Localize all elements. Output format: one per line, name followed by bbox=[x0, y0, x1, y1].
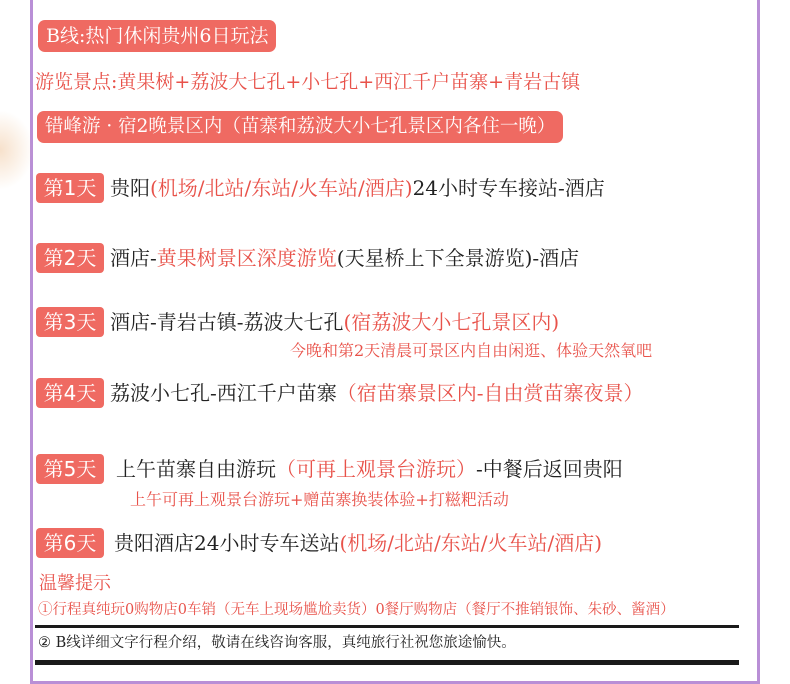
day-5-badge: 第5天 bbox=[36, 454, 104, 484]
frame-border-right bbox=[757, 0, 760, 684]
sights-label: 游览景点: bbox=[35, 71, 118, 93]
day-4-text bbox=[110, 379, 644, 407]
day-1-badge: 第1天 bbox=[36, 173, 104, 203]
day-6-badge: 第6天 bbox=[36, 528, 104, 558]
day-5-text bbox=[116, 455, 623, 483]
day-4-seg-2: （宿苗寨景区内-自由赏苗寨夜景） bbox=[336, 381, 644, 405]
day-2-seg-2: 黄果树景区深度游览 bbox=[156, 246, 337, 270]
route-title-pill: B线:热门休闲贵州6日玩法 bbox=[38, 20, 276, 52]
day-1-text bbox=[110, 174, 605, 202]
day-5-note: 上午可再上观景台游玩+赠苗寨换装体验+打糍粑活动 bbox=[130, 490, 509, 509]
day-2-text bbox=[110, 244, 579, 272]
day-6-seg-2: (机场/北站/东站/火车站/酒店) bbox=[339, 531, 603, 555]
day-1-seg-2: (机场/北站/东站/火车站/酒店) bbox=[150, 176, 413, 200]
day-2-badge: 第2天 bbox=[36, 243, 104, 273]
day-4-seg-1: 荔波小七孔-西江千户苗寨 bbox=[110, 381, 337, 405]
day-1-seg-1: 贵阳 bbox=[110, 176, 150, 200]
decorative-glow bbox=[0, 110, 34, 190]
day-5-seg-2: （可再上观景台游玩） bbox=[276, 457, 476, 481]
day-2-seg-1: 酒店- bbox=[110, 246, 157, 270]
day-3-badge: 第3天 bbox=[36, 307, 104, 337]
day-6-seg-1: 贵阳酒店24小时专车送站 bbox=[114, 531, 340, 555]
divider-line-2 bbox=[35, 660, 739, 665]
tips-title: 温馨提示 bbox=[39, 573, 111, 594]
day-6-text bbox=[114, 529, 602, 557]
day-3-seg-2: (宿荔波大小七孔景区内) bbox=[343, 310, 560, 334]
day-4-badge: 第4天 bbox=[36, 378, 104, 408]
sights-list: 黄果树+荔波大七孔+小七孔+西江千户苗寨+青岩古镇 bbox=[117, 71, 581, 93]
day-3-note: 今晚和第2天清晨可景区内自由闲逛、体验天然氧吧 bbox=[290, 341, 653, 360]
sights-line bbox=[35, 68, 580, 96]
tips-item-2: ② B线详细文字行程介绍，敬请在线咨询客服，真纯旅行社祝您旅途愉快。 bbox=[38, 635, 516, 651]
day-1-seg-3: 24小时专车接站-酒店 bbox=[412, 176, 605, 200]
day-5-seg-1: 上午苗寨自由游玩 bbox=[116, 457, 276, 481]
day-5-seg-3: -中餐后返回贵阳 bbox=[476, 457, 623, 481]
divider-line-1 bbox=[35, 625, 739, 628]
stay-banner: 错峰游 · 宿2晚景区内（苗寨和荔波大小七孔景区内各住一晚） bbox=[37, 111, 563, 143]
tips-item-1: ①行程真纯玩0购物店0车销（无车上现场尴尬卖货）0餐厅购物店（餐厅不推销银饰、朱砂、酱酒） bbox=[38, 602, 675, 618]
day-3-seg-1: 酒店-青岩古镇-荔波大七孔 bbox=[110, 310, 344, 334]
day-2-seg-3: (天星桥上下全景游览)-酒店 bbox=[336, 246, 580, 270]
frame-border-left bbox=[30, 0, 33, 684]
day-3-text bbox=[110, 308, 559, 336]
